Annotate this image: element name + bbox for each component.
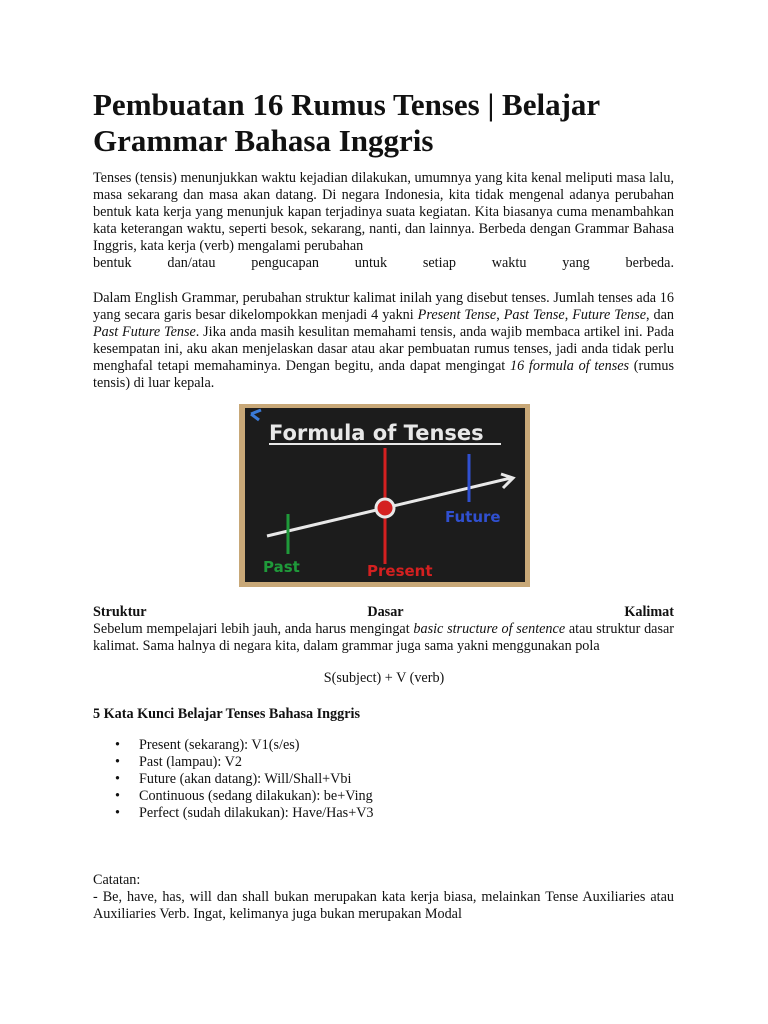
kata-kunci-list (93, 737, 374, 822)
struktur-paragraph (93, 621, 674, 655)
struktur-text-1: Sebelum mempelajari lebih jauh, anda harus mengingat (93, 621, 414, 637)
list-item: • Future (akan datang): Will/Shall+Vbi (93, 771, 374, 788)
kata-kunci-heading: 5 Kata Kunci Belajar Tenses Bahasa Inggris (93, 706, 360, 722)
formula-of-tenses-image (239, 404, 530, 587)
heading-word-kalimat: Kalimat (624, 604, 674, 620)
term-basic-structure: basic structure of sentence (413, 621, 566, 637)
struktur-text-2: atau struktur dasar kalimat. Sama halnya di negara kita, dalam grammar juga sama yakni menggunakan pola (93, 621, 675, 654)
tenses-text-5: . Jika anda masih kesulitan memahami tensis, anda wajib membaca artikel ini. Pada kesempatan ini, aku akan menjelaskan dasar atau akar pembuatan rumus tenses, jadi anda tidak perlu menghafal tetapi memahaminya. Dengan begitu, anda dapat mengingat (93, 324, 674, 374)
term-past-future-tense: Past Future Tense (93, 324, 196, 340)
list-item: • Present (sekarang): V1(s/es) (93, 737, 374, 754)
intro-last-line: bentuk dan/atau pengucapan untuk setiap waktu yang berbeda. (93, 255, 674, 271)
list-item: • Past (lampau): V2 (93, 754, 374, 771)
tenses-text-4: , dan (646, 307, 674, 323)
term-present-tense: Present Tense (417, 307, 497, 323)
term-16-formula: 16 formula of tenses (509, 358, 630, 374)
catatan-label: Catatan: (93, 872, 141, 888)
heading-word-dasar: Dasar (367, 604, 404, 620)
past-label: Past (263, 558, 300, 576)
tenses-text-6: (rumus tensis) di luar kepala. (93, 358, 674, 391)
sentence-formula: S(subject) + V (verb) (323, 670, 445, 686)
struktur-heading (93, 604, 674, 621)
present-marker (376, 499, 394, 517)
tenses-text-3: , (564, 307, 573, 323)
tenses-text-1: Dalam English Grammar, perubahan struktur kalimat inilah yang disebut tenses. Jumlah tenses ada 16 yang secara garis besar dikelompokkan menjadi 4 yakni (93, 290, 674, 323)
figure-heading: Formula of Tenses (269, 421, 484, 445)
present-label: Present (367, 562, 433, 580)
intro-text: Tenses (tensis) menunjukkan waktu kejadian dilakukan, umumnya yang kita kenal meliputi masa lalu, masa sekarang dan masa akan datang. Di negara Indonesia, kita tidak mengenal adanya perubahan bentuk kata kerja yang menunjuk kapan terjadinya suata kegiatan. Kita biasanya cuma menambahkan kata keterangan waktu, seperti besok, sekarang, nanti, dan lainnya. Berbeda dengan Grammar Bahasa Inggris, kata kerja (verb) mengalami perubahan (93, 170, 674, 254)
future-label: Future (445, 508, 501, 526)
list-item: • Continuous (sedang dilakukan): be+Ving (93, 788, 374, 805)
intro-paragraph (93, 170, 674, 272)
tenses-text-2: , (496, 307, 504, 323)
term-past-tense: Past Tense (503, 307, 565, 323)
list-item: • Perfect (sudah dilakukan): Have/Has+V3 (93, 805, 374, 822)
term-future-tense: Future Tense (572, 307, 647, 323)
tenses-paragraph (93, 290, 674, 392)
heading-word-struktur: Struktur (93, 604, 147, 620)
catatan-paragraph: - Be, have, has, will dan shall bukan merupakan kata kerja biasa, melainkan Tense Auxiliaries atau Auxiliaries Verb. Ingat, kelimanya juga bukan merupakan Modal (93, 889, 674, 922)
page-title: Pembuatan 16 Rumus Tenses | Belajar Grammar Bahasa Inggris (93, 87, 600, 158)
